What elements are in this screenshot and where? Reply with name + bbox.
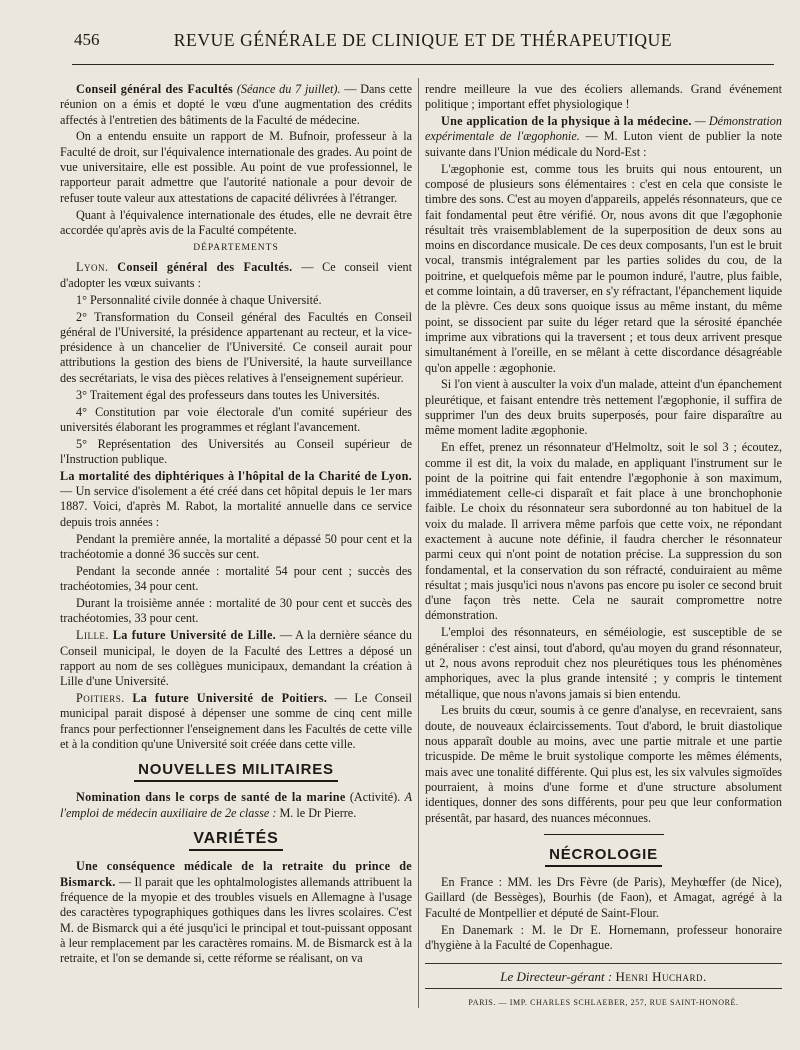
article-diphteriques (60, 469, 412, 530)
article-title: Conseil général des Facultés. (117, 260, 293, 275)
subsection-departements: DÉPARTEMENTS (193, 243, 279, 254)
article-text: — Dans cette réunion on a émis et dopté le vœu d'une augmentation des crédits affectés à l'entretien des bâtiments de la Faculté de médecine. (60, 82, 413, 127)
right-column (425, 82, 782, 1011)
list-item: 1° Personnalité civile donnée à chaque Université. (76, 292, 322, 307)
section-separator (544, 834, 664, 835)
signature-name: Henri Huchard. (615, 969, 707, 985)
article-title: La future Université de Poitiers. (132, 691, 328, 705)
article-emploi: A l'emploi de médecin auxiliaire de 2e classe : (60, 790, 413, 820)
signature-block (425, 963, 782, 989)
paragraph: En Danemark : M. le Dr E. Hornemann, professeur honoraire d'hygiène à la Faculté de Copenhague. (425, 922, 782, 952)
section-heading-varietes (60, 831, 412, 847)
article-title: Nomination dans le corps de santé de la marine (76, 790, 346, 805)
section-heading-necrologie (425, 847, 782, 863)
article-lyon (60, 260, 412, 291)
article-subtitle: — Démonstration expérimentale de l'ægophonie. (425, 114, 782, 144)
running-title: REVUE GÉNÉRALE DE CLINIQUE ET DE THÉRAPEUTIQUE (173, 30, 673, 50)
paragraph: Durant la troisième année : mortalité de 30 pour cent et succès des trachéotomies, 33 pour cent. (60, 596, 412, 626)
city-name: Lille. (76, 628, 109, 643)
article-nomination (60, 790, 412, 821)
paragraph: L'ægophonie est, comme tous les bruits qui nous entourent, un composé de plusieurs sons élémentaires : c'est en cela que consiste le timbre des sons. C'est au moyen d'appareils, appelés résonnateurs, que ce fait fondamental peut être vérifié. Or, nous avons dit que l'ægophonie résultait très vraisemblablement de la superposition de deux sons au moins en discordance musicale. De ces deux composants, l'un est le bruit vocal, transmis intégralement par les parties solides du cou, de la poitrine, et quelquefois même par le poumon induré, l'autre, plus faible, et comme lointain, a dû traverser, en s'y réfractant, l'épanchement liquide de la plèvre. Ces deux sons quoique issus au même instant, du même point, se dissocient par suite du léger retard que la sérosité épanchée imprime aux vibrations qui la traversent ; et tous deux arrivent presque simultanément à l'oreille, en se mêlant à cette discordance désagréable qu'on appelle : ægophonie. (425, 161, 782, 375)
list-item: 4° Constitution par voie électorale d'un comité supérieur des universités élaborant les programmes et réglant l'avancement. (60, 404, 412, 434)
paragraph: En effet, prenez un résonnateur d'Helmoltz, soit le sol 3 ; écoutez, comme il est dit, la voix du malade, en appliquant l'instrument sur le point de la poitrine qui fait entendre l'ægophonie à son maximum, immédiatement celle-ci disparaît et fait place à une bronchophonie faible. Le choix du résonnateur sera subordonné au ton habituel de la voix du malade. Il arrivera même parfois que cette voix, ne répondant exactement à aucune note définie, il faudra chercher le résonnateur parmi ceux qui n'ont point de notation précise. La suppression du son fondamental, et la conservation du son réfracté, conduiraient au même résultat ; mais jusqu'ici nous n'avons pas encore pu isoler ce second bruit d'une façon très nette. Cela ne saurait compromettre notre démonstration. (425, 440, 782, 623)
list-item: 3° Traitement égal des professeurs dans toutes les Universités. (76, 387, 380, 402)
article-conseil-general (60, 82, 412, 128)
section-title: NOUVELLES MILITAIRES (134, 762, 338, 777)
article-title: La future Université de Lille. (112, 628, 277, 643)
article-text: (Activité). (349, 790, 401, 805)
section-title: VARIÉTÉS (189, 831, 282, 846)
paragraph: Si l'on vient à ausculter la voix d'un malade, atteint d'un épanchement pleurétique, et faisant entendre très nettement l'ægophonie, il suffira de supprimer l'un des deux bruits superposés, pour faire disparaître au même moment ladite ægophonie. (425, 377, 782, 438)
paragraph: On a entendu ensuite un rapport de M. Bufnoir, professeur à la Faculté de droit, sur l'équivalence internationale des grades. Au point de vue universitaire, elle est possible. Au point de vue professionnel, le rapporteur parait admettre que l'autorité nationale a pour devoir de refuser toute valeur aux attestations de capacité délivrées à l'étranger. (60, 129, 412, 205)
city-name: Poitiers. (76, 691, 125, 705)
article-text: — Un service d'isolement a été créé dans cet hôpital depuis le 1er mars 1887. Voici, d'après M. Rabot, la mortalité annuelle dans ce service depuis trois années : (60, 484, 412, 529)
article-text: — Il parait que les ophtalmologistes allemands attribuent la fréquence de la myopie et des troubles visuels en Allemagne à l'usage des caractères typographiques gothiques dans les livres scolaires. C'est M. de Bismarck qui a été jusqu'ici le principal et tout-puissant opposant à leur remplacement par les caractères romains. M. de Bismarck est à la retraite, et l'on se demande si, cette réforme se réalisant, on va (60, 874, 412, 966)
paragraph: L'emploi des résonnateurs, en séméiologie, est susceptible de se généraliser : c'est ainsi, tout d'abord, qu'au moyen du grand résonnateur, ut 2, nous avons reproduit chez nos pleurétiques tous les phénomènes amphoriques, avec la plus grande intensité ; y compris le tintement métallique, que nous n'avons jamais si bien entendu. (425, 625, 782, 701)
page-number: 456 (74, 30, 100, 49)
article-bismarck (60, 859, 412, 966)
section-heading-militaires (60, 762, 412, 778)
list-item: 2° Transformation du Conseil général des Facultés en Conseil général de l'Université, la présidence appartenant au recteur, et la vice-présidence à un chancelier de l'Université. Ce conseil aurait pour attributions la gestion des biens de l'Université, la haute surveillance des secrétariats, le visa des pièces relatives à l'enseignement supérieur. (60, 309, 412, 385)
article-title: Une conséquence médicale de la retraite du prince de Bismarck. (60, 859, 412, 889)
signature-role: Le Directeur-gérant : (500, 969, 613, 985)
article-lille (60, 628, 412, 689)
article-seance: (Séance du 7 juillet). (236, 82, 341, 96)
paragraph: Pendant la première année, la mortalité a dépassé 50 pour cent et la trachéotomie a donné 36 succès sur cent. (60, 531, 412, 561)
article-title: Conseil général des Facultés (76, 82, 234, 96)
header-rule (72, 64, 774, 65)
article-poitiers (60, 691, 412, 752)
paragraph: Pendant la seconde année : mortalité 54 pour cent ; succès des trachéotomies, 34 pour cent. (60, 563, 412, 594)
article-text: — M. Luton vient de publier la note suivante dans l'Union médicale du Nord-Est : (425, 129, 783, 159)
left-column (60, 82, 412, 968)
article-text: — A la dernière séance du Conseil municipal, le doyen de la Faculté des Lettres a déposé un rapport au nom de ses collègues municipaux, demandant la création à Lille d'une Université. (60, 628, 412, 689)
article-title: Une application de la physique à la médecine. (441, 114, 692, 129)
list-item: 5° Représentation des Universités au Conseil supérieur de l'Instruction publique. (60, 436, 412, 466)
page-header (70, 28, 776, 54)
article-text: — Le Conseil municipal parait disposé à dépenser une somme de cinq cent mille francs pour perfectionner l'enseignement dans les Facultés de cette ville et à la condition qu'une Université soit créée dans cette ville. (60, 691, 412, 751)
city-name: Lyon. (76, 260, 109, 275)
article-name: M. le Dr Pierre. (279, 805, 357, 820)
paragraph: Les bruits du cœur, soumis à ce genre d'analyse, en recevraient, sans doute, de nouveaux éclaircissements. Tout d'abord, le bruit diastolique nous apparaît double au moins, avec une partie mitrale et une partie tricuspide. De même le bruit systolique comporte les mêmes éléments, mais avec une tonalité différente. Qui plus est, les six valvules sigmoïdes pourraient, à moins d'une forme et d'une structure absolument identiques, donner des sons différents, pour peu que leur conformation présentât, par hasard, des nuances méconnues. (425, 703, 782, 825)
paragraph: Quant à l'équivalence internationale des études, elle ne devrait être accordée qu'après avis de la Faculté compétente. (60, 207, 412, 237)
article-physique (425, 114, 782, 160)
printer-imprint: PARIS. — IMP. CHARLES SCHLAEBER, 257, RUE SAINT-HONORÉ. (468, 998, 739, 1008)
paragraph: En France : MM. les Drs Fèvre (de Paris), Meyhœffer (de Nice), Gaillard (de Bessèges), Bourhis (de Faon), et Amagat, agrégé à la Faculté de Montpellier et député de Saint-Flour. (425, 875, 782, 920)
article-text: — Ce conseil vient d'adopter les vœux suivants : (60, 260, 412, 290)
article-title: La mortalité des diphtériques à l'hôpital de la Charité de Lyon. (60, 468, 412, 483)
section-title: NÉCROLOGIE (545, 847, 662, 862)
column-divider (418, 78, 419, 1008)
paragraph-continued: rendre meilleure la vue des écoliers allemands. Grand événement politique ; important effet physiologique ! (425, 82, 782, 112)
